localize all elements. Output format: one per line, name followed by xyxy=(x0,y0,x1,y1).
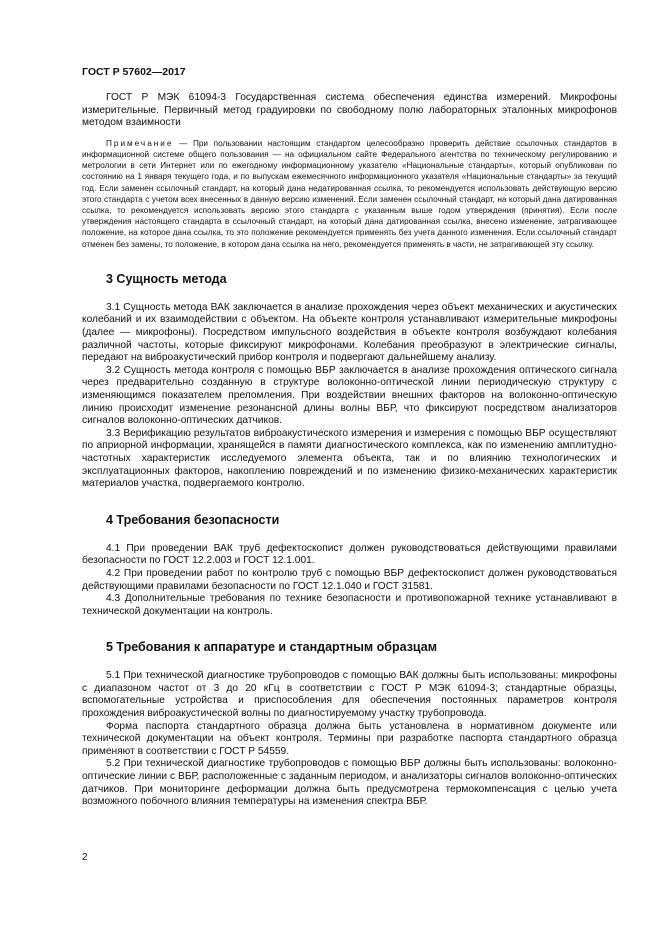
page-content xyxy=(82,92,617,809)
note-block xyxy=(82,138,617,250)
paragraph-4-2: 4.2 При проведении работ по контролю труб с помощью ВБР дефектоскопист должен руководствоваться действующими правилами безопасности по ГОСТ 12.1.040 и ГОСТ 31581. xyxy=(82,567,617,592)
section-3-title: 3 Сущность метода xyxy=(106,271,227,286)
intro-reference: ГОСТ Р МЭК 61094-3 Государственная система обеспечения единства измерений. Микрофоны измерительные. Первичный метод градуировки по свободному полю лабораторных эталонных микрофонов методом взаимности xyxy=(82,92,617,129)
paragraph-4-1: 4.1 При проведении ВАК труб дефектоскопист должен руководствоваться действующими правилами безопасности по ГОСТ 12.2.003 и ГОСТ 12.1.001. xyxy=(82,542,617,567)
note-text: — При пользовании настоящим стандартом целесообразно проверить действие ссылочных стандартов в информационной системе общего пользования — на официальном сайте Федерального агентства по техническому регулированию и метрологии в сети Интернет или по ежегодному информационному указателю «Национальные стандарты», который опубликован по состоянию на 1 января текущего года, и по выпускам ежемесячного информационного указателя «Национальные стандарты» за текущий год. Если заменен ссылочный стандарт, на который дана недатированная ссылка, то рекомендуется использовать действующую версию этого стандарта с учетом всех внесенных в данную версию изменений. Если заменен ссылочный стандарт, на который дана датированная ссылка, то рекомендуется использовать версию этого стандарта с указанным выше годом утверждения (принятия). Если после утверждения настоящего стандарта в ссылочный стандарт, на который дана датированная ссылка, внесено изменение, затрагивающее положение, на которое дана ссылка, то это положение рекомендуется применять без учета данного изменения. Если ссылочный стандарт отменен без замены, то положение, в котором дана ссылка на него, рекомендуется применять в части, не затрагивающей эту ссылку. xyxy=(82,138,617,249)
paragraph-3-1: 3.1 Сущность метода ВАК заключается в анализе прохождения через объект механических и акустических колебаний и их взаимодействии с объектом. На объекте контроля устанавливают измерительные микрофоны (далее — микрофоны). Посредством импульсного воздействия в объекте контроля возбуждают колебания различной частоты, которые фиксируют микрофонами. Колебания преобразуют в электрические сигналы, передают на виброакустический прибор контроля и подвергают дальнейшему анализу. xyxy=(82,301,617,364)
paragraph-3-2: 3.2 Сущность метода контроля с помощью ВБР заключается в анализе прохождения оптического сигнала через предварительно созданную в структуре волоконно-оптической линии периодическую структуру с изменяющимся показателем преломления. При воздействии внешних факторов на волоконно-оптическую линию происходит изменение резонансной длины волны ВБР, что фиксируют посредством анализаторов сигналов волоконно-оптических датчиков. xyxy=(82,364,617,427)
paragraph-5-1-form: Форма паспорта стандартного образца должна быть установлена в нормативном документе или технической документации на объект контроля. Термины при разработке паспорта стандартного образца применяют в соответствии с ГОСТ Р 54559. xyxy=(82,720,617,757)
document-header: ГОСТ Р 57602—2017 xyxy=(82,66,186,78)
paragraph-3-3: 3.3 Верификацию результатов виброакустического измерения и измерения с помощью ВБР осуществляют по априорной информации, хранящейся в памяти диагностического комплекса, как по изменению амплитудно-частотных характеристик исследуемого элемента объекта, так и по влиянию технологических и эксплуатационных факторов, накоплению повреждений и по изменению физико-механических характеристик материалов участка, подвергаемого контролю. xyxy=(82,427,617,490)
note-label: Примечание xyxy=(106,138,174,148)
page-number: 2 xyxy=(82,852,88,863)
section-4-title: 4 Требования безопасности xyxy=(106,512,280,527)
paragraph-5-1: 5.1 При технической диагностике трубопроводов с помощью ВАК должны быть использованы: микрофоны с диапазоном частот от 3 до 20 кГц в соответствии с ГОСТ Р МЭК 61094-3; стандартные образцы, вспомогательные устройства и приспособления для обеспечения постоянных параметров контроля прохождения виброакустической волны по диагностируемому участку трубопровода. xyxy=(82,670,617,720)
paragraph-5-2: 5.2 При технической диагностике трубопроводов с помощью ВБР должны быть использованы: волоконно-оптические линии с ВБР, расположенные с заданным периодом, и анализаторы сигналов волоконно-оптических датчиков. При мониторинге деформации должна быть предусмотрена термокомпенсация с целью учета возможного побочного влияния температуры на изменения спектра ВБР. xyxy=(82,758,617,808)
section-5-title: 5 Требования к аппаратуре и стандартным образцам xyxy=(106,640,437,655)
paragraph-4-3: 4.3 Дополнительные требования по технике безопасности и противопожарной технике устанавливают в технической документации на контроль. xyxy=(82,593,617,617)
